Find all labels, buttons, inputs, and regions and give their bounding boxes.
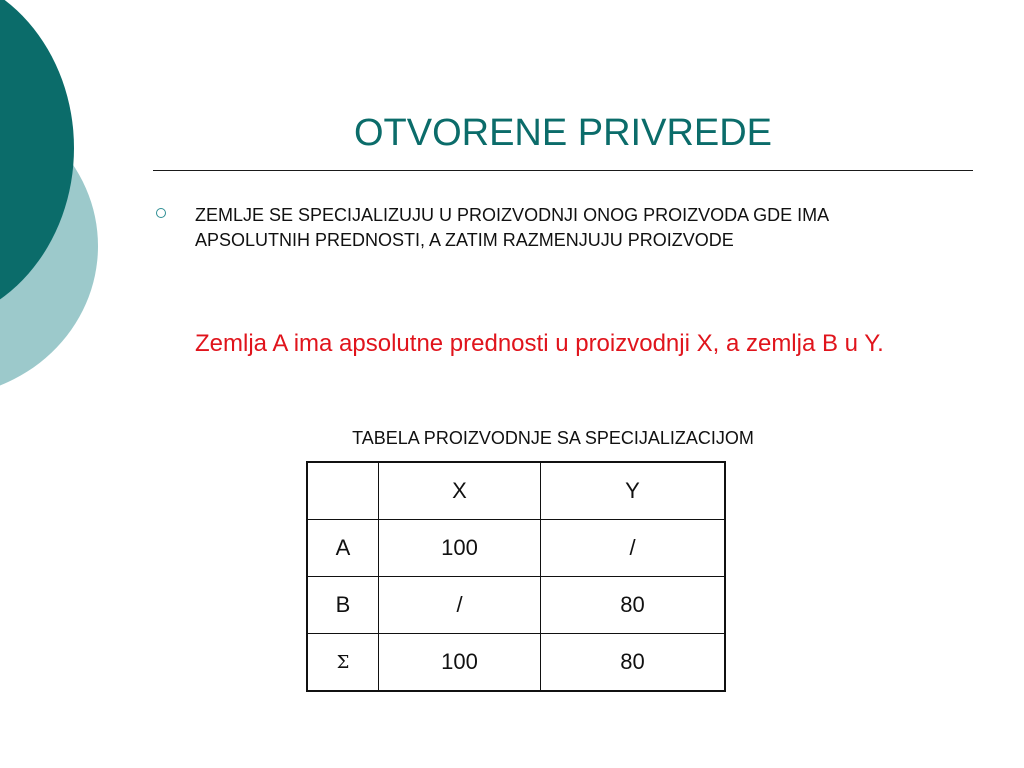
- table-cell: 100: [379, 520, 541, 577]
- slide-title: OTVORENE PRIVREDE: [353, 112, 773, 154]
- title-divider: [153, 170, 973, 171]
- table-cell: 80: [541, 634, 726, 692]
- bullet-text: ZEMLJE SE SPECIJALIZUJU U PROIZVODNJI ONOG PROIZVODA GDE IMA APSOLUTNIH PREDNOSTI, A ZATIM RAZMENJUJU PROIZVODE: [195, 205, 829, 250]
- table-row-label: A: [307, 520, 379, 577]
- table-caption: TABELA PROIZVODNJE SA SPECIJALIZACIJOM: [352, 428, 754, 448]
- table-row: [307, 634, 725, 692]
- table-row: [307, 520, 725, 577]
- bullet-circle-icon: [156, 208, 166, 218]
- table-header-cell: Y: [541, 462, 726, 520]
- table-row: [307, 577, 725, 634]
- table-cell: 80: [541, 577, 726, 634]
- table-header-row: [307, 462, 725, 520]
- table-cell: /: [379, 577, 541, 634]
- table-header-cell: [307, 462, 379, 520]
- table-cell: 100: [379, 634, 541, 692]
- highlight-text: Zemlja A ima apsolutne prednosti u proizvodnji X, a zemlja B u Y.: [195, 330, 884, 357]
- table-cell: /: [541, 520, 726, 577]
- table-header-cell: X: [379, 462, 541, 520]
- production-table: [306, 461, 726, 692]
- table-row-label-sigma: Σ: [307, 634, 379, 692]
- table-row-label: B: [307, 577, 379, 634]
